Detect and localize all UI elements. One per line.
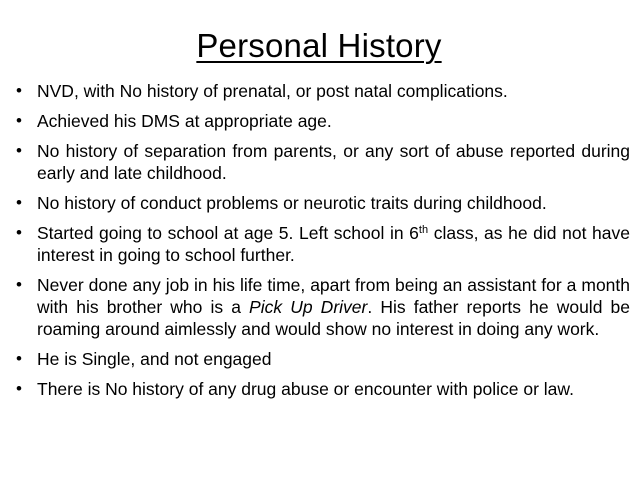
italic-phrase: Pick Up Driver	[249, 297, 368, 317]
bullet-text	[37, 275, 630, 339]
bullet-icon: •	[16, 193, 22, 212]
bullet-text: No history of conduct problems or neurotic traits during childhood.	[37, 193, 547, 213]
bullet-item-occupation	[16, 274, 630, 340]
bullet-icon: •	[16, 379, 22, 398]
bullet-item-conduct	[16, 192, 630, 214]
bullet-item-substance-legal	[16, 378, 630, 400]
bullet-text	[37, 223, 630, 265]
bullet-icon: •	[16, 141, 22, 160]
bullet-text-part: class, as he did not have interest in going to school further.	[37, 223, 631, 265]
bullet-icon: •	[16, 349, 22, 368]
bullet-icon: •	[16, 223, 22, 242]
bullet-icon: •	[16, 81, 22, 100]
bullet-text: No history of separation from parents, or any sort of abuse reported during early and late childhood.	[37, 141, 630, 183]
bullet-text-part: Started going to school at age 5. Left school in 6	[37, 223, 419, 243]
bullet-icon: •	[16, 275, 22, 294]
bullet-text: He is Single, and not engaged	[37, 349, 272, 369]
bullet-item-milestones	[16, 110, 630, 132]
bullet-item-separation	[16, 140, 630, 184]
bullet-item-schooling	[16, 222, 630, 266]
bullet-item-marital-status	[16, 348, 630, 370]
bullet-text-part: Never done any job in his life time, apart from being an assistant for a month with his brother who is a	[37, 275, 630, 317]
bullet-text: There is No history of any drug abuse or encounter with police or law.	[37, 379, 574, 399]
ordinal-suffix: th	[418, 224, 429, 236]
bullet-list	[16, 80, 630, 408]
bullet-text: NVD, with No history of prenatal, or post natal complications.	[37, 81, 508, 101]
bullet-text-part: . His father reports he would be roaming around aimlessly and would show no interest in doing any work.	[37, 297, 630, 339]
bullet-icon: •	[16, 111, 22, 130]
slide-title: Personal History	[196, 27, 442, 64]
bullet-item-birth	[16, 80, 630, 102]
bullet-text: Achieved his DMS at appropriate age.	[37, 111, 332, 131]
